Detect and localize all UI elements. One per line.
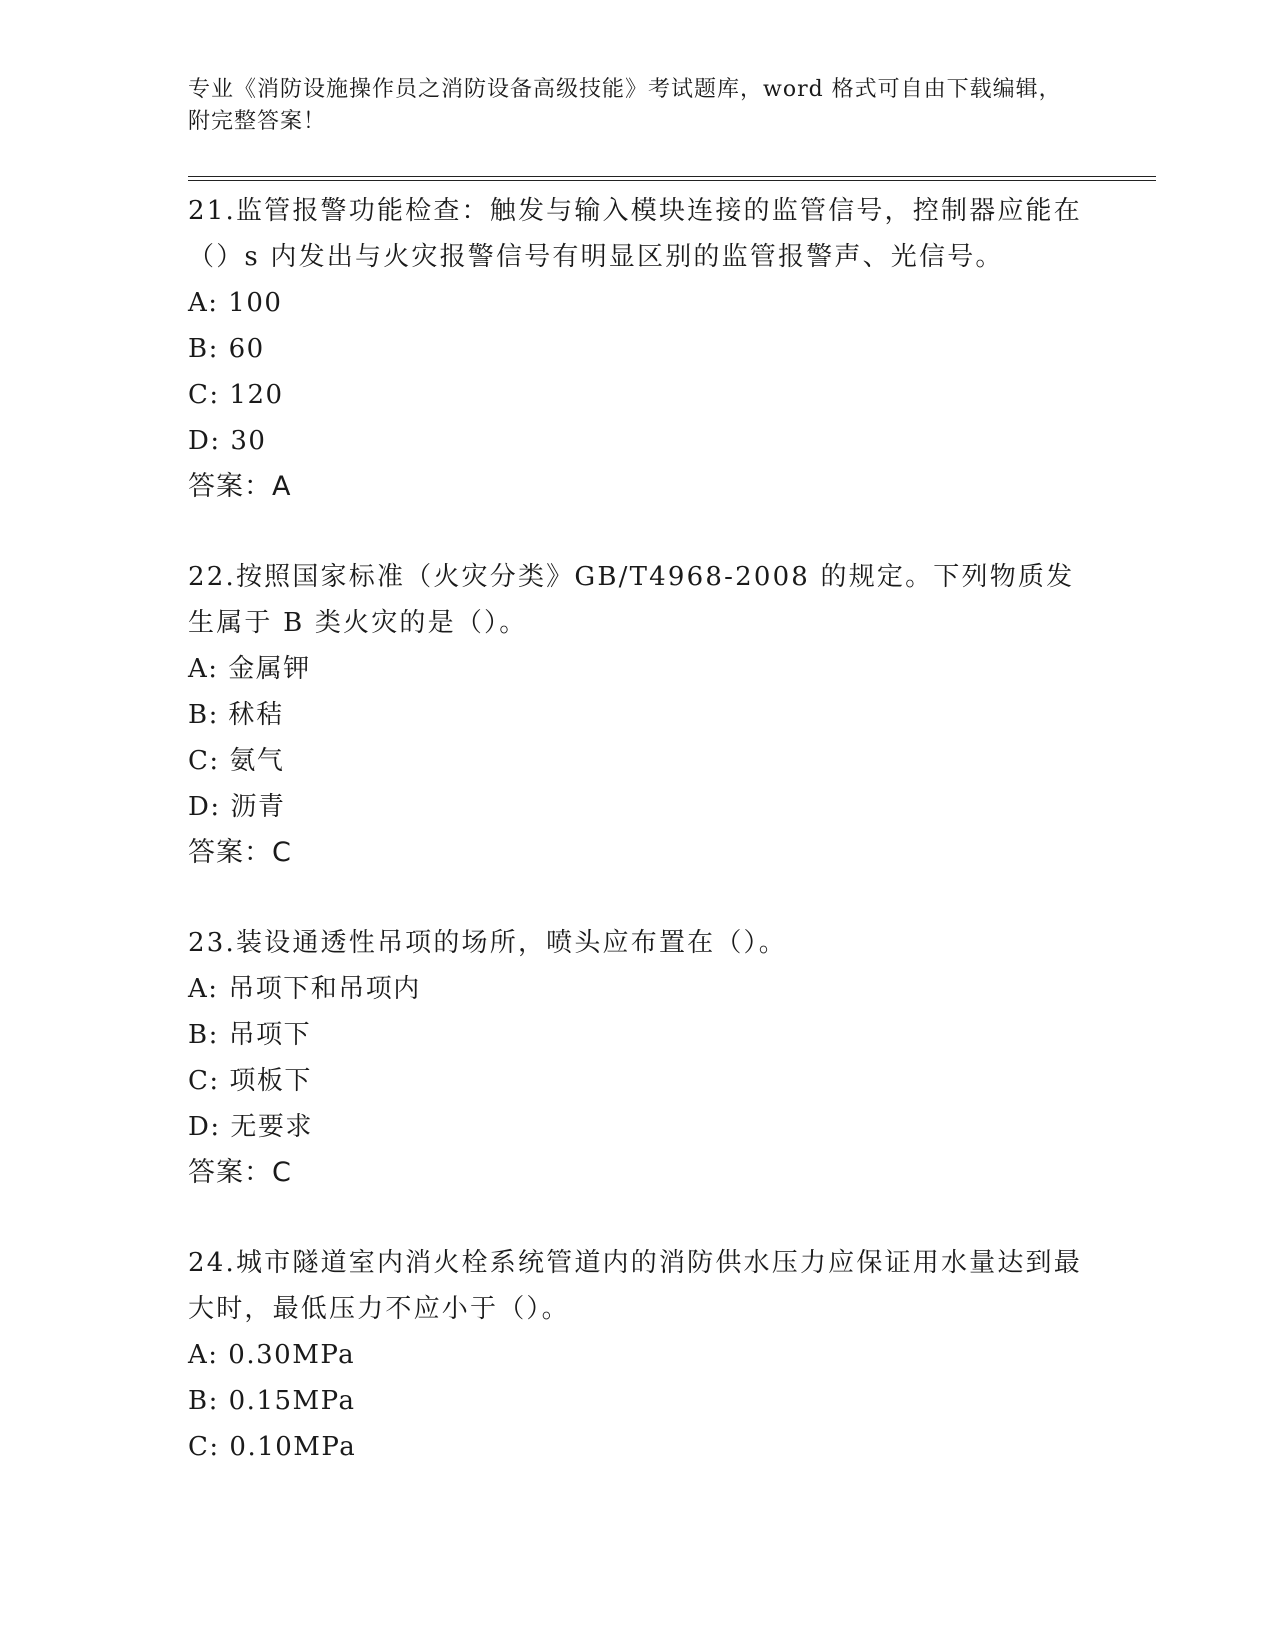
answer: 答案：C — [188, 837, 292, 868]
option-b: B: 0.15MPa — [188, 1386, 356, 1416]
question-24 — [188, 1240, 1088, 1470]
question-stem: 22.按照国家标准（火灾分类》GB/T4968-2008 的规定。下列物质发生属于 B 类火灾的是（）。 — [188, 562, 1075, 638]
option-a: A: 0.30MPa — [188, 1340, 356, 1370]
option-d: D: 沥青 — [188, 792, 286, 822]
option-b: B: 60 — [188, 334, 265, 364]
document-header: 专业《消防设施操作员之消防设备高级技能》考试题库，word 格式可自由下载编辑，附完整答案！ — [188, 77, 1062, 134]
option-a: A: 100 — [188, 288, 283, 318]
question-23 — [188, 920, 1088, 1196]
option-c: C: 氨气 — [188, 746, 285, 776]
question-stem: 21.监管报警功能检查：触发与输入模块连接的监管信号，控制器应能在（）s 内发出与火灾报警信号有明显区别的监管报警声、光信号。 — [188, 196, 1082, 272]
option-c: C: 0.10MPa — [188, 1432, 357, 1462]
question-list — [188, 188, 1088, 1514]
question-stem: 23.装设通透性吊项的场所，喷头应布置在（）。 — [188, 928, 787, 958]
question-21 — [188, 188, 1088, 510]
question-22 — [188, 554, 1088, 876]
option-a: A: 金属钾 — [188, 654, 311, 684]
option-b: B: 吊项下 — [188, 1020, 312, 1050]
option-c: C: 项板下 — [188, 1066, 312, 1096]
option-a: A: 吊项下和吊项内 — [188, 974, 421, 1004]
answer: 答案：A — [188, 471, 292, 502]
header-double-rule — [188, 176, 1156, 181]
option-b: B: 秫秸 — [188, 700, 284, 730]
option-d: D: 无要求 — [188, 1112, 313, 1142]
option-c: C: 120 — [188, 380, 284, 410]
question-stem: 24.城市隧道室内消火栓系统管道内的消防供水压力应保证用水量达到最大时，最低压力不应小于（）。 — [188, 1248, 1082, 1324]
answer: 答案：C — [188, 1157, 292, 1188]
option-d: D: 30 — [188, 426, 267, 456]
